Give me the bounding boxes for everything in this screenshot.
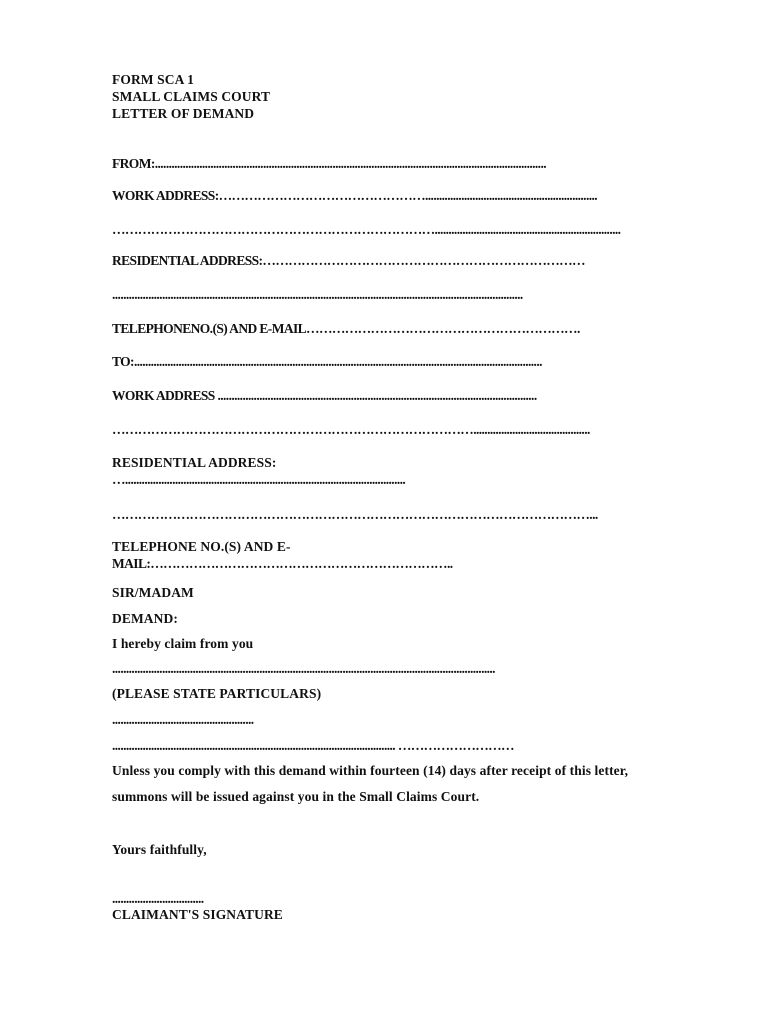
- particulars-field-1[interactable]: ...................................................: [112, 712, 254, 727]
- from-work-address-field[interactable]: WORK ADDRESS:…………………………………………..............................................................: [112, 188, 598, 203]
- closing: Yours faithfully,: [112, 842, 207, 857]
- claim-amount-field[interactable]: ..........................................................................................................................................: [112, 661, 495, 676]
- court-name: SMALL CLAIMS COURT: [112, 89, 271, 104]
- to-telephone-label: TELEPHONE NO.(S) AND E-: [112, 539, 291, 554]
- signature-field[interactable]: .................................: [112, 891, 204, 906]
- to-telephone-email-field[interactable]: MAIL:……………………………………………………………..: [112, 556, 453, 571]
- to-residential-address-line-2[interactable]: …………………………………………………………………………………………………...: [112, 507, 598, 522]
- from-telephone-email-field[interactable]: TELEPHONENO.(S) AND E-MAIL……………………………………………………….: [112, 321, 580, 336]
- from-field[interactable]: FROM:.............................................................................................................................................: [112, 156, 547, 171]
- form-number: FORM SCA 1: [112, 72, 194, 87]
- from-residential-address-continuation[interactable]: ....................................................................................................................................................: [112, 287, 523, 302]
- form-title: LETTER OF DEMAND: [112, 106, 255, 121]
- signature-label: CLAIMANT'S SIGNATURE: [112, 907, 283, 922]
- to-residential-address-label: RESIDENTIAL ADDRESS:: [112, 455, 277, 470]
- warning-text-line-2: summons will be issued against you in the Small Claims Court.: [112, 789, 480, 804]
- demand-label: DEMAND:: [112, 611, 178, 626]
- warning-text-line-1: Unless you comply with this demand within fourteen (14) days after receipt of this letter,: [112, 763, 629, 778]
- particulars-label: (PLEASE STATE PARTICULARS): [112, 686, 322, 701]
- salutation: SIR/MADAM: [112, 585, 194, 600]
- from-residential-address-field[interactable]: RESIDENTIAL ADDRESS:…………………………………………………………………: [112, 253, 585, 268]
- to-residential-address-line-1[interactable]: ….....................................................................................................: [112, 472, 406, 487]
- to-work-address-field[interactable]: WORK ADDRESS ...................................................................................................................: [112, 388, 537, 403]
- claim-intro: I hereby claim from you: [112, 636, 254, 651]
- from-work-address-continuation[interactable]: …………………………………………………………………...................................................................: [112, 222, 621, 237]
- particulars-field-2[interactable]: ...................................................................................................... ………………………: [112, 738, 514, 753]
- to-field[interactable]: TO:...................................................................................................................................................: [112, 354, 542, 369]
- to-work-address-continuation[interactable]: …………………………………………………………………………..........................................: [112, 422, 590, 437]
